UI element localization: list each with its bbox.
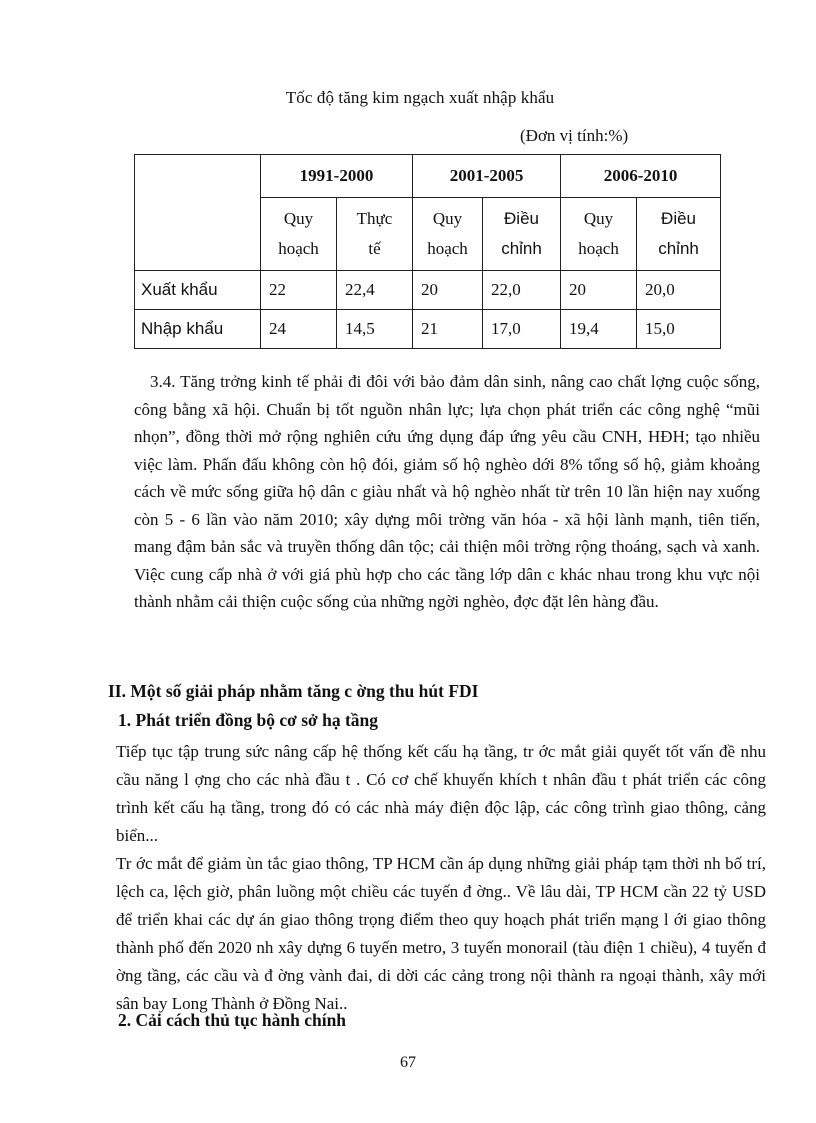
subheader-cell: Quy hoạch bbox=[413, 198, 483, 271]
period-header: 1991-2000 bbox=[261, 155, 413, 198]
subheader-cell: Quy hoạch bbox=[561, 198, 637, 271]
table-row-import bbox=[135, 310, 721, 349]
table-cell: 22 bbox=[261, 271, 337, 310]
table-cell: 21 bbox=[413, 310, 483, 349]
row-label: Xuất khẩu bbox=[135, 271, 261, 310]
table-cell: 22,0 bbox=[483, 271, 561, 310]
growth-rate-table bbox=[134, 154, 721, 349]
table-corner-cell bbox=[135, 155, 261, 271]
table-cell: 20 bbox=[413, 271, 483, 310]
table-cell: 19,4 bbox=[561, 310, 637, 349]
row-label: Nhập khẩu bbox=[135, 310, 261, 349]
table-cell: 22,4 bbox=[337, 271, 413, 310]
page-number: 67 bbox=[400, 1054, 416, 1071]
subheader-cell: Điều chỉnh bbox=[483, 198, 561, 271]
section-heading: II. Một số giải pháp nhằm tăng c ờng thu hút FDI bbox=[108, 681, 479, 701]
subsection-1-paragraph-2: Tr ớc mắt để giảm ùn tắc giao thông, TP HCM cần áp dụng những giải pháp tạm thời nh bố trí, lệch ca, lệch giờ, phân luồng một chiều các tuyến đ ờng.. Về lâu dài, TP HCM cần 22 tỷ USD để triển khai các dự án giao thông trọng điểm theo quy hoạch phát triển mạng l ới giao thông thành phố đến 2020 nh xây dựng 6 tuyến metro, 3 tuyến monorail (tàu điện 1 chiều), 4 tuyến đ ờng tầng, các cầu và đ ờng vành đai, di dời các cảng trong nội thành ra ngoại thành, xây mới sân bay Long Thành ở Đồng Nai.. bbox=[116, 854, 766, 1013]
table-row-export bbox=[135, 271, 721, 310]
table-cell: 20,0 bbox=[637, 271, 721, 310]
table-cell: 20 bbox=[561, 271, 637, 310]
subsection-heading-1: 1. Phát triển đồng bộ cơ sở hạ tầng bbox=[118, 710, 379, 730]
subheader-cell: Quy hoạch bbox=[261, 198, 337, 271]
paragraph-3-4: 3.4. Tăng trởng kinh tế phải đi đôi với bảo đảm dân sinh, nâng cao chất lợng cuộc sống, công bằng xã hội. Chuẩn bị tốt nguồn nhân lực; lựa chọn phát triển các công nghệ “mũi nhọn”, đồng thời mở rộng nghiên cứu ứng dụng đáp ứng yêu cầu CNH, HĐH; tạo nhiều việc làm. Phấn đấu không còn hộ đói, giảm số hộ nghèo dới 8% tổng số hộ, giảm khoảng cách về mức sống giữa hộ dân c giàu nhất và hộ nghèo nhất từ trên 10 lần hiện nay xuống còn 5 - 6 lần vào năm 2010; xây dựng môi trờng văn hóa - xã hội lành mạnh, tiên tiến, mang đậm bản sắc và truyền thống dân tộc; cải thiện môi trờng rộng thoáng, sạch và xanh. Việc cung cấp nhà ở với giá phù hợp cho các tầng lớp dân c khác nhau trong khu vực nội thành nhằm cải thiện cuộc sống của những ngời nghèo, đợc đặt lên hàng đầu. bbox=[134, 372, 760, 611]
table-cell: 14,5 bbox=[337, 310, 413, 349]
table-cell: 24 bbox=[261, 310, 337, 349]
subheader-cell: Điều chỉnh bbox=[637, 198, 721, 271]
table-cell: 17,0 bbox=[483, 310, 561, 349]
period-header: 2006-2010 bbox=[561, 155, 721, 198]
table-cell: 15,0 bbox=[637, 310, 721, 349]
subsection-1-paragraph-1: Tiếp tục tập trung sức nâng cấp hệ thống kết cấu hạ tầng, tr ớc mắt giải quyết tốt vấn đề nhu cầu năng l ợng cho các nhà đầu t . Có cơ chế khuyến khích t nhân đầu t phát triển các công trình kết cấu hạ tầng, trong đó có các nhà máy điện độc lập, các công trình giao thông, cảng biển... bbox=[116, 742, 766, 845]
paragraph-3-4-block bbox=[134, 368, 760, 616]
subheader-cell: Thực tế bbox=[337, 198, 413, 271]
period-header: 2001-2005 bbox=[413, 155, 561, 198]
subsection-1-body bbox=[116, 738, 766, 1018]
table-header-row bbox=[135, 155, 721, 198]
subsection-heading-2: 2. Cải cách thủ tục hành chính bbox=[118, 1010, 347, 1030]
unit-note: (Đơn vị tính:%) bbox=[520, 126, 629, 145]
table-caption: Tốc độ tăng kim ngạch xuất nhập khẩu bbox=[285, 88, 555, 107]
